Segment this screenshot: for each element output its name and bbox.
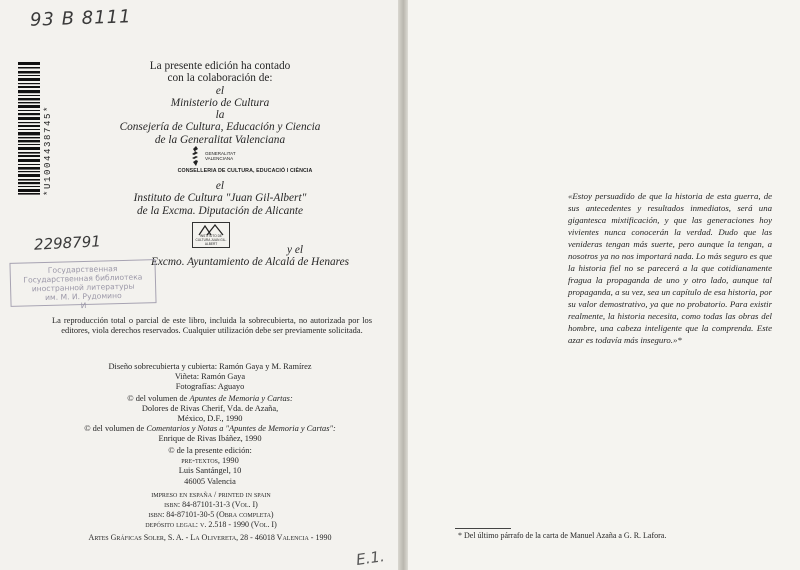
conselleria-line-2: de la Generalitat Valenciana: [154, 133, 286, 146]
generalitat-logo-text: GENERALITAT VALENCIANA: [205, 151, 236, 161]
pencil-mark: E.1.: [354, 547, 386, 569]
publisher-street: Luis Santángel, 10: [178, 466, 242, 476]
y-el-label: y el: [287, 244, 303, 256]
conselleria-line-1: Consejería de Cultura, Educación y Ciencia: [119, 121, 321, 134]
vol1-title: Apuntes de Memoria y Cartas:: [189, 394, 293, 403]
vol1-holder: Dolores de Rivas Cherif, Vda. de Azaña,: [141, 404, 279, 414]
library-barcode: [16, 62, 56, 196]
publisher-city: 46005 Valencia: [184, 476, 236, 486]
stamp-line-2: Государственная библиотека: [23, 272, 143, 285]
design-credits: [80, 362, 340, 393]
rights-notice: La reproducción total o parcial de este libro, incluida la sobrecubierta, no autorizada por los editores, viola derechos reservados. Cualquier utilización debe ser previamente solicitada.: [52, 316, 372, 336]
stamp-line-5: И: [80, 300, 87, 311]
la-label: la: [215, 109, 225, 122]
printer-line: Artes Gráficas Soler, S. A. - La Olivereta, 28 - 46018 Valencia - 1990: [88, 533, 332, 542]
publisher-name: pre-textos, 1990: [181, 456, 239, 466]
copyright-edition: [80, 446, 340, 487]
library-stamp: [9, 259, 156, 311]
credit-vignette: Viñeta: Ramón Gaya: [174, 372, 246, 382]
vol2-prefix: © del volumen de: [84, 424, 145, 433]
institute-line-1: Instituto de Cultura "Juan Gil-Albert": [133, 192, 307, 205]
vol2-title: Comentarios y Notas a "Apuntes de Memoria y Cartas":: [146, 424, 336, 433]
barcode-number: *U1004438745*: [43, 104, 53, 196]
barcode-bars: [18, 62, 40, 196]
ministry-name: Ministerio de Cultura: [170, 96, 270, 109]
collaboration-intro: [120, 60, 320, 146]
conselleria-caption: CONSELLERIA DE CULTURA, EDUCACIÓ I CIÈNCIA: [177, 168, 313, 174]
generalitat-emblem-icon: [188, 146, 204, 166]
institute-line-2: de la Excma. Diputación de Alicante: [136, 204, 304, 217]
gil-albert-logo-text: INSTITUTO DE CULTURA JUAN GIL-ALBERT: [195, 234, 227, 246]
legal-deposit: depósito legal: v. 2.518 - 1990 (Vol. I): [145, 520, 277, 529]
handwritten-accession-number: 2298791: [33, 232, 102, 254]
intro-line-1: La presente edición ha contado: [149, 60, 291, 72]
stamp-line-3: иностранной литературы: [31, 281, 135, 294]
el-label-1: el: [215, 84, 225, 97]
copyright-vol2: [40, 424, 380, 444]
institute-block: [120, 180, 320, 217]
epigraph-quote: «Estoy persuadido de que la historia de esta guerra, de sus antecedentes y resultados inmediatos, será una gigantesca mixtificación, y que las generaciones hoy vivientes nunca conocerán la verdad. Dudo que las venideras tengan más suerte, pero aunque la tengan, a nosotros ya no nos importará nada. Lo más seguro es que la historia fiel no se parecerá a la que cotidianamente fragua la propaganda de uno y otro lado, aunque tal propaganda, a su vez, sea un capítulo de esa historia, por su valor demostrativo, ya que no probatorio. Para existir realmente, la historia necesita, como todas las obras del hombre, una cabeza inteligente que la comprenda. Este azar es todavía más inseguro.»*: [568, 191, 772, 345]
el-label-2: el: [215, 180, 225, 192]
printed-in: impreso en españa / printed in spain: [151, 490, 271, 499]
credit-photos: Fotografías: Aguayo: [175, 382, 245, 392]
printing-info: [76, 490, 346, 530]
vol2-holder: Enrique de Rivas Ibáñez, 1990: [158, 434, 262, 444]
credit-design: Diseño sobrecubierta y cubierta: Ramón Gaya y M. Ramírez: [108, 362, 312, 371]
isbn-complete: isbn: 84-87101-30-5 (Obra completa): [148, 510, 274, 519]
edition-label: © de la presente edición:: [168, 446, 252, 455]
ayuntamiento-block: [150, 244, 350, 269]
stamp-line-4: им. М. И. Рудомино: [44, 290, 122, 302]
vol1-prefix: © del volumen de: [127, 394, 188, 403]
footnote-rule: [455, 528, 511, 529]
intro-line-2: con la colaboración de:: [167, 72, 273, 85]
handwritten-shelfmark: 93 B 8111: [29, 6, 132, 31]
copyright-vol1: [60, 394, 360, 425]
isbn-vol1: isbn: 84-87101-31-3 (Vol. I): [164, 500, 258, 509]
ayuntamiento-name: Excmo. Ayuntamiento de Alcalá de Henares: [150, 256, 350, 269]
footnote: * Del último párrafo de la carta de Manuel Azaña a G. R. Lafora.: [458, 531, 667, 540]
stamp-line-1: Государственная: [47, 264, 118, 275]
vol1-place: México, D.F., 1990: [177, 414, 243, 424]
